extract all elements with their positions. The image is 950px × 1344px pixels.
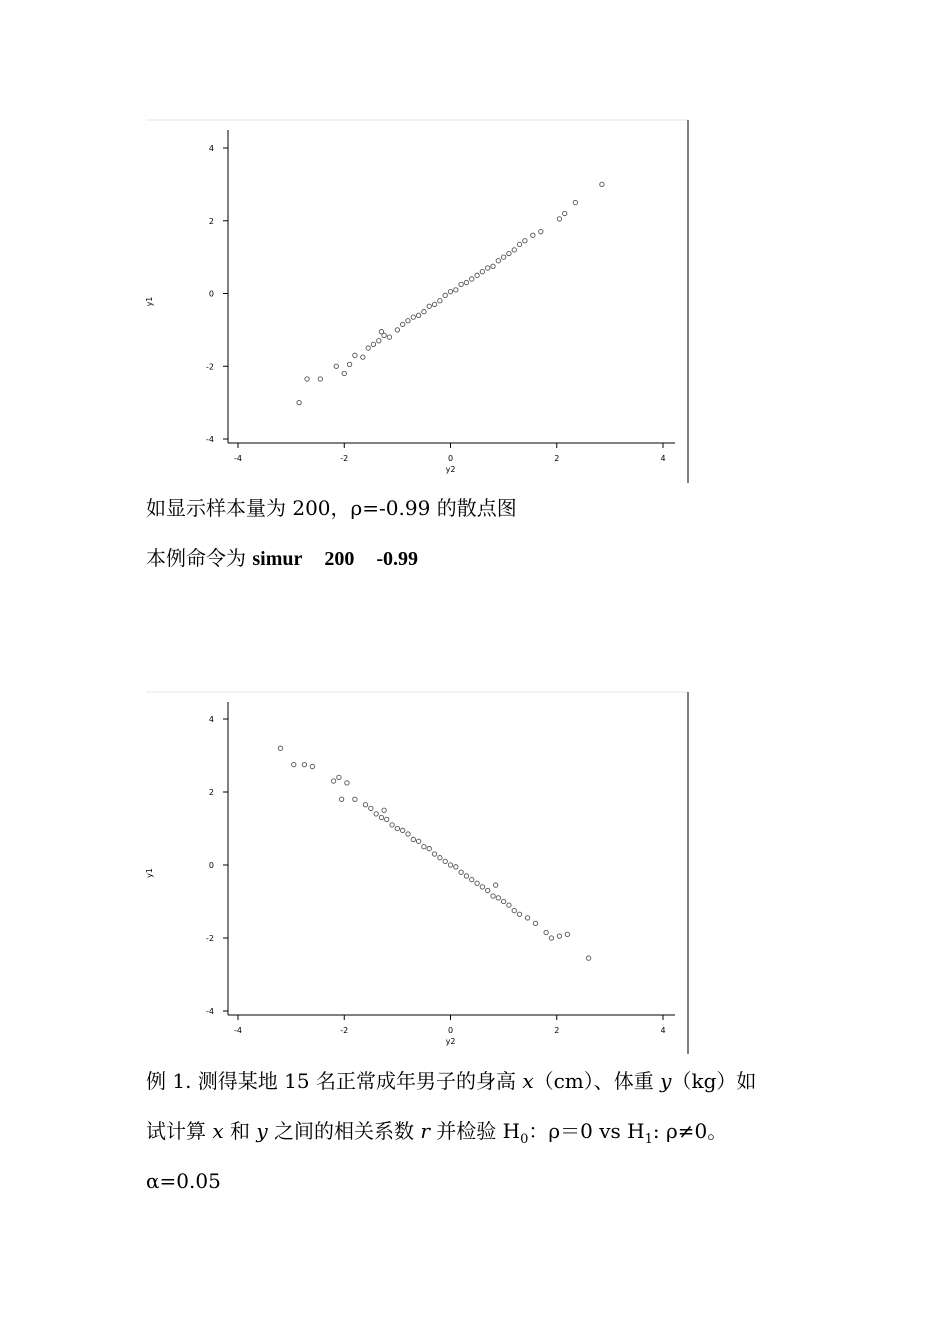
scatter-point xyxy=(379,329,383,333)
x-tick-label: -2 xyxy=(340,454,349,463)
x-tick-label: 0 xyxy=(447,454,454,463)
scatter-point xyxy=(353,797,357,801)
scatter-point xyxy=(318,377,322,381)
y-tick-label: 0 xyxy=(208,289,214,299)
scatter-point xyxy=(337,775,341,779)
command-prefix: 本例命令为 xyxy=(146,546,253,570)
example-text-a: 例 1. 测得某地 15 名正常成年男子的身高 xyxy=(146,1069,523,1093)
scatter-point xyxy=(501,899,505,903)
y-tick-label: -4 xyxy=(206,435,214,444)
scatter-point xyxy=(485,266,489,270)
var-y-2: y xyxy=(256,1119,268,1143)
alpha-value: α=0.05 xyxy=(146,1169,221,1193)
var-y: y xyxy=(660,1069,672,1093)
y-tick-label: -4 xyxy=(206,1007,214,1016)
alpha-line xyxy=(146,1171,221,1191)
scatter-point xyxy=(501,255,505,259)
y-tick-label: 2 xyxy=(208,216,214,226)
subscript-0: 0 xyxy=(520,1132,529,1147)
scatter-point xyxy=(443,859,447,863)
scatter-point xyxy=(549,936,553,940)
scatter-point xyxy=(459,282,463,286)
figure-caption-1 xyxy=(146,498,517,518)
scatter-point xyxy=(422,845,426,849)
scatter-point xyxy=(438,856,442,860)
scatter-point xyxy=(523,239,527,243)
scatter-point xyxy=(496,259,500,263)
scatter-point xyxy=(278,746,282,750)
scatter-point xyxy=(470,277,474,281)
scatter-point xyxy=(400,828,404,832)
scatter-point xyxy=(512,908,516,912)
scatter-point xyxy=(422,309,426,313)
example-text-h: ：ρ＝0 vs H xyxy=(528,1119,645,1143)
scatter-point xyxy=(297,400,301,404)
scatter-point xyxy=(416,839,420,843)
example-text-b: （cm）、体重 xyxy=(533,1069,661,1093)
y-tick-label: 4 xyxy=(208,715,214,724)
example-text-f: 之间的相关系数 xyxy=(267,1119,421,1143)
var-r: r xyxy=(420,1119,430,1143)
example-line-1 xyxy=(146,1071,756,1091)
scatter-point xyxy=(366,346,370,350)
scatter-point xyxy=(557,217,561,221)
example-line-2 xyxy=(146,1119,728,1147)
scatter-point xyxy=(573,200,577,204)
command-line xyxy=(146,548,418,569)
scatter-point xyxy=(292,762,296,766)
scatter-point xyxy=(493,883,497,887)
example-text-d: 试计算 xyxy=(146,1119,213,1143)
scatter-point xyxy=(416,313,420,317)
scatter-point xyxy=(395,328,399,332)
caption-text: 如显示样本量为 200，ρ=-0.99 的散点图 xyxy=(146,496,517,520)
scatter-point xyxy=(411,837,415,841)
scatter-point xyxy=(438,299,442,303)
scatter-point xyxy=(586,956,590,960)
scatter-point xyxy=(563,211,567,215)
scatter-point xyxy=(361,355,365,359)
scatter-point xyxy=(331,779,335,783)
x-tick-label: 4 xyxy=(660,1026,666,1035)
command-arg-rho: -0.99 xyxy=(376,548,419,570)
x-axis-label: y2 xyxy=(445,465,456,474)
scatter-point xyxy=(411,315,415,319)
scatter-point xyxy=(385,817,389,821)
scatter-point xyxy=(302,762,306,766)
scatter-point xyxy=(448,289,452,293)
scatter-point xyxy=(395,826,399,830)
scatter-point xyxy=(406,832,410,836)
scatter-point xyxy=(342,371,346,375)
y-tick-label: -2 xyxy=(206,362,214,372)
scatter-point xyxy=(491,894,495,898)
x-tick-label: 4 xyxy=(660,454,666,463)
scatter-point xyxy=(517,242,521,246)
scatter-point xyxy=(496,896,500,900)
scatter-point xyxy=(512,248,516,252)
subscript-1: 1 xyxy=(644,1132,653,1147)
scatter-point xyxy=(334,364,338,368)
scatter-point xyxy=(485,888,489,892)
scatter-point xyxy=(459,870,463,874)
scatter-point xyxy=(374,812,378,816)
scatter-point xyxy=(427,304,431,308)
example-text-g: 并检验 H xyxy=(429,1119,521,1143)
example-text-e: 和 xyxy=(223,1119,257,1143)
scatter-point xyxy=(427,846,431,850)
scatter-point xyxy=(454,865,458,869)
y-axis-label: y1 xyxy=(145,868,154,878)
y-axis-label: y1 xyxy=(145,296,154,307)
command-arg-n: 200 xyxy=(324,548,355,570)
scatter-point xyxy=(491,264,495,268)
example-text-i: : ρ≠0。 xyxy=(652,1119,728,1143)
scatter-point xyxy=(475,881,479,885)
x-axis-label: y2 xyxy=(445,1037,456,1046)
scatter-point xyxy=(464,280,468,284)
scatter-point xyxy=(525,916,529,920)
scatter-point xyxy=(531,233,535,237)
scatter-point xyxy=(600,182,604,186)
scatter-point xyxy=(310,764,314,768)
scatter-point xyxy=(305,377,309,381)
command-name: simur xyxy=(252,548,303,570)
y-tick-label: 0 xyxy=(208,861,214,870)
scatter-point xyxy=(507,251,511,255)
scatter-point xyxy=(539,229,543,233)
scatter-plot-1 xyxy=(0,0,950,490)
scatter-point xyxy=(565,932,569,936)
y-tick-label: -2 xyxy=(206,934,214,943)
scatter-point xyxy=(464,874,468,878)
scatter-point xyxy=(347,362,351,366)
x-tick-label: 2 xyxy=(554,1026,560,1035)
x-tick-label: 2 xyxy=(554,454,560,463)
scatter-point xyxy=(379,815,383,819)
scatter-point xyxy=(443,293,447,297)
scatter-point xyxy=(353,353,357,357)
scatter-point xyxy=(406,319,410,323)
scatter-point xyxy=(507,903,511,907)
scatter-point xyxy=(400,322,404,326)
scatter-point xyxy=(432,302,436,306)
x-tick-label: -4 xyxy=(234,454,242,463)
var-x: x xyxy=(522,1069,534,1093)
x-tick-label: -4 xyxy=(234,1026,242,1035)
scatter-point xyxy=(470,877,474,881)
scatter-point xyxy=(557,934,561,938)
scatter-point xyxy=(382,808,386,812)
var-x-2: x xyxy=(212,1119,224,1143)
scatter-point xyxy=(377,339,381,343)
scatter-point xyxy=(533,921,537,925)
scatter-point xyxy=(345,781,349,785)
scatter-point xyxy=(544,930,548,934)
scatter-point xyxy=(480,885,484,889)
y-tick-label: 2 xyxy=(208,788,214,797)
scatter-point xyxy=(369,806,373,810)
scatter-point xyxy=(363,803,367,807)
x-tick-label: 0 xyxy=(447,1026,454,1035)
scatter-point xyxy=(339,797,343,801)
example-text-c: （kg）如 xyxy=(671,1069,757,1093)
scatter-point xyxy=(387,335,391,339)
scatter-point xyxy=(432,852,436,856)
scatter-point xyxy=(475,273,479,277)
scatter-point xyxy=(517,912,521,916)
y-tick-label: 4 xyxy=(208,144,214,153)
scatter-point xyxy=(371,342,375,346)
scatter-point xyxy=(480,269,484,273)
x-tick-label: -2 xyxy=(340,1026,349,1035)
scatter-point xyxy=(448,863,452,867)
scatter-point xyxy=(454,288,458,292)
scatter-point xyxy=(390,823,394,827)
